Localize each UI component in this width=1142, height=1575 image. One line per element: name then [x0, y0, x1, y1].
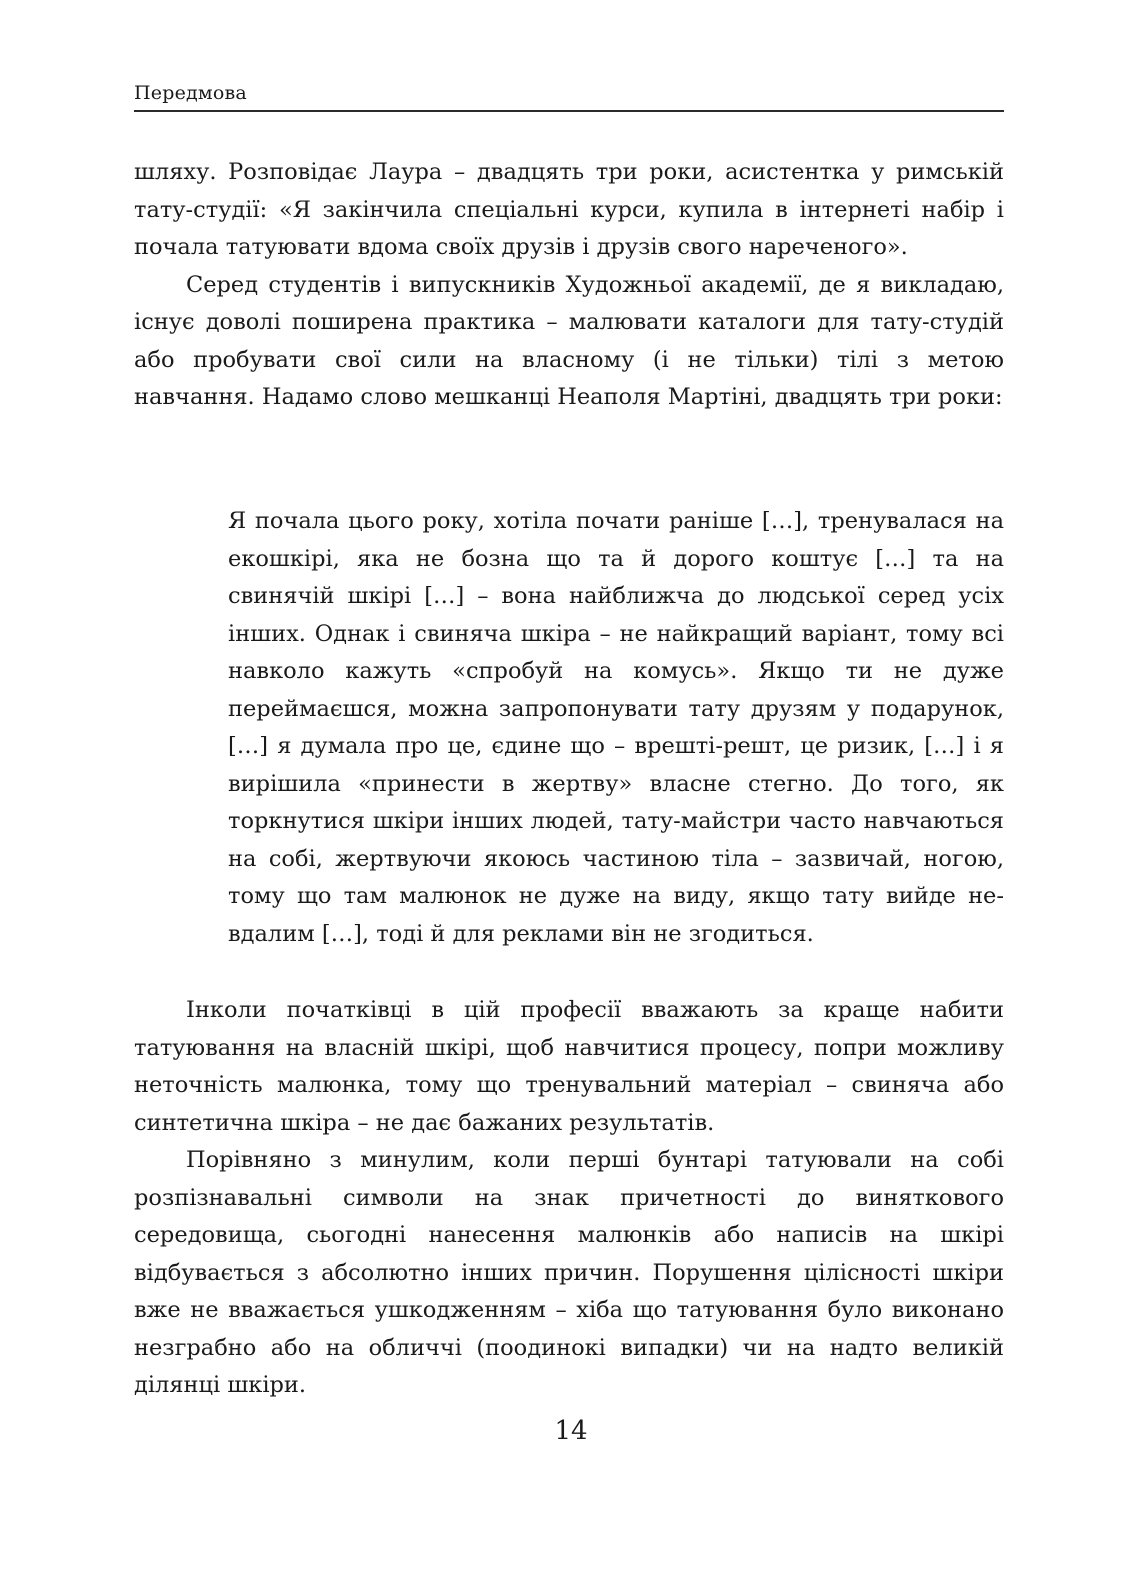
paragraph-beginners: Інколи початківці в цій професії вважають за краще набити татуювання на власній шкірі, щоб навчитися процесу, попри можливу неточність малюнка, тому що тренувальний матеріал – свиняча або синтетична шкіра – не дає бажаних результатів.: [134, 997, 1004, 1136]
running-header: [134, 80, 1004, 112]
block-quote: [228, 503, 1004, 953]
block-quote-text: Я почала цього року, хотіла почати раніше […], тренувалася на екошкірі, яка не бозна що та й дорого коштує […] та на свинячій шкірі […] – вона найближча до людської серед усіх інших. Однак і свиняча шкіра – не найкращий варіант, тому всі навколо кажуть «спробуй на комусь». Якщо ти не дуже переймаєшся, можна запропонувати тату друзям у подарунок, […] я думала про це, єдине що – врешті-решт, це ризик, […] і я вирішила «принести в жертву» власне стегно. До того, як торкнутися шкіри інших людей, тату-майстри часто навчаються на собі, жертвуючи якоюсь частиною тіла – зазвичай, ногою, тому що там малюнок не дуже на виду, якщо тату вийде невдалим […], тоді й для реклами він не згодиться.: [228, 508, 1004, 947]
running-header-title: Передмова: [134, 82, 247, 104]
body-text-bottom: [134, 992, 1004, 1405]
page-number: 14: [554, 1416, 588, 1446]
body-text-top: [134, 154, 1004, 417]
paragraph-academy: Серед студентів і випускників Художньої академії, де я викладаю, існує доволі поширена практика – малювати каталоги для тату-студій або пробувати свої сили на власному (і не тільки) тілі з метою навчання. Надамо слово мешканці Неаполя Мартіні, двадцять три роки:: [134, 271, 1004, 410]
paragraph-continuation: шляху. Розповідає Лаура – двадцять три роки, асистентка у римській тату-студії: «Я закінчила спеціальні курси, купила в інтернеті набір і почала татуювати вдома своїх друзів і друзів свого нареченого».: [134, 159, 1004, 260]
paragraph-comparison: Порівняно з минулим, коли перші бунтарі татуювали на собі розпізнавальні символи на знак причетності до виняткового середовища, сьогодні нанесення малюнків або написів на шкірі відбувається з абсолютно інших причин. Порушення цілісності шкіри вже не вважається ушкодженням – хіба що татуювання було виконано незграбно або на обличчі (поодинокі випадки) чи на надто великій ділянці шкіри.: [134, 1147, 1004, 1398]
